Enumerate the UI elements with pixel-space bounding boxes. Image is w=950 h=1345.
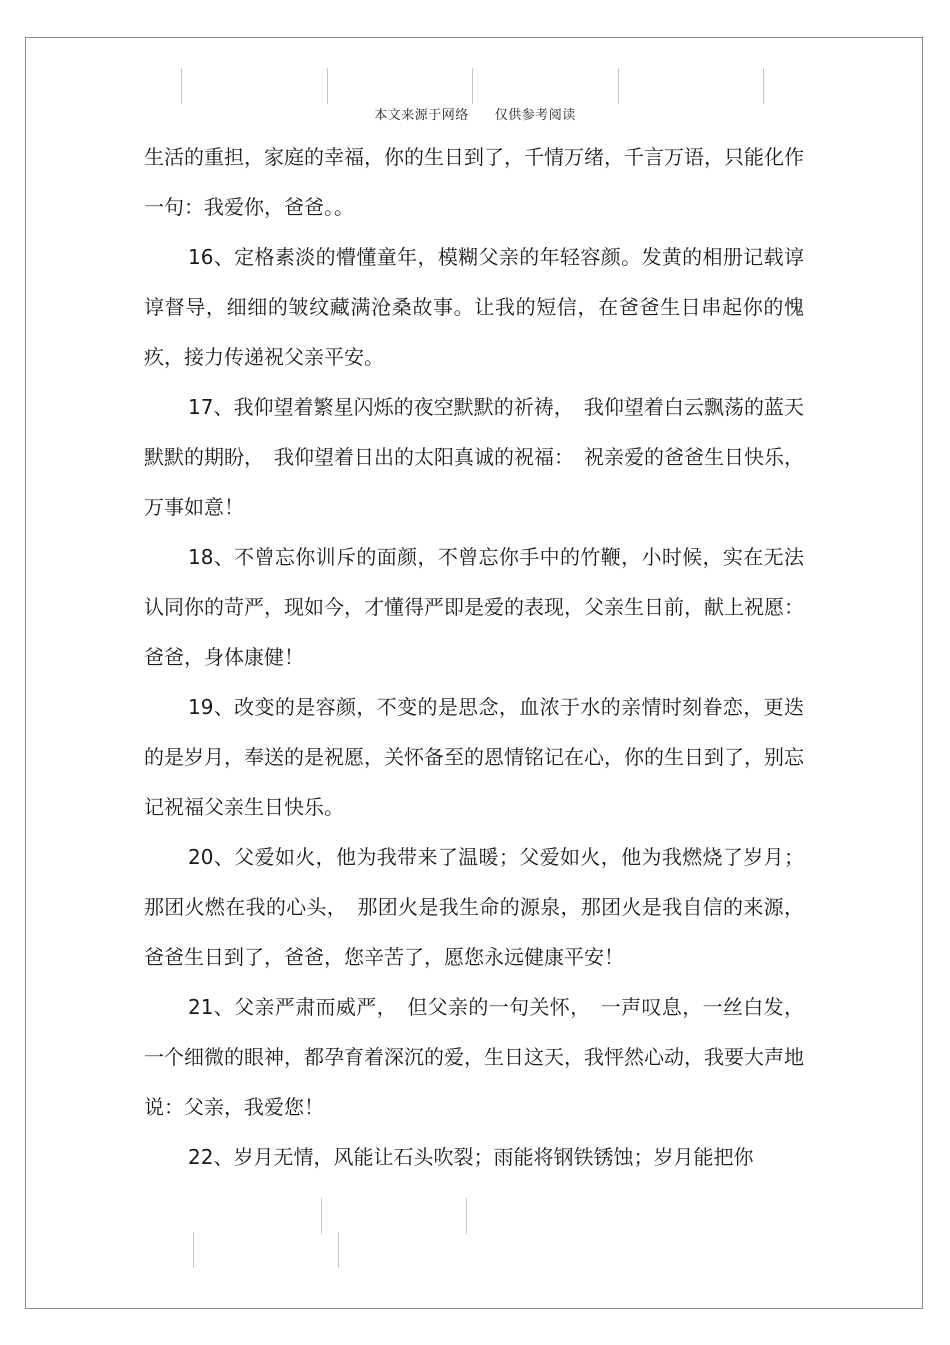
document-body — [144, 132, 804, 1182]
paragraph: 20、父爱如火，他为我带来了温暖；父爱如火，他为我燃烧了岁月；那团火燃在我的心头， 那团火是我生命的源泉，那团火是我自信的来源，爸爸生日到了，爸爸，您辛苦了，愿您永远健康平安！ — [144, 845, 804, 969]
reference-note: 仅供参考阅读 — [494, 108, 576, 123]
source-note: 本文来源于网络 — [374, 108, 469, 123]
top-rule-2 — [327, 68, 328, 104]
paragraph: 19、改变的是容颜，不变的是思念，血浓于水的亲情时刻眷恋，更迭的是岁月，奉送的是祝愿，关怀备至的恩情铭记在心，你的生日到了，别忘记祝福父亲生日快乐。 — [144, 695, 804, 819]
header-note — [0, 104, 950, 123]
top-rule-5 — [763, 68, 764, 104]
paragraph: 22、岁月无情，风能让石头吹裂；雨能将钢铁锈蚀；岁月能把你 — [188, 1145, 754, 1169]
top-rule-1 — [181, 68, 182, 104]
paragraph: 16、定格素淡的懵懂童年，模糊父亲的年轻容颜。发黄的相册记载谆谆督导，细细的皱纹藏满沧桑故事。让我的短信，在爸爸生日串起你的愧疚，接力传递祝父亲平安。 — [144, 245, 804, 369]
bottom-rule-3 — [338, 1232, 339, 1268]
paragraph: 21、父亲严肃而威严， 但父亲的一句关怀， 一声叹息，一丝白发，一个细微的眼神，都孕育着深沉的爱，生日这天，我怦然心动，我要大声地说：父亲，我爱您！ — [144, 995, 804, 1119]
bottom-rule-2 — [321, 1198, 322, 1234]
top-rule-4 — [618, 68, 619, 104]
paragraph: 18、不曾忘你训斥的面颜，不曾忘你手中的竹鞭，小时候，实在无法认同你的苛严，现如今，才懂得严即是爱的表现，父亲生日前，献上祝愿：爸爸，身体康健！ — [144, 545, 804, 669]
top-rule-3 — [472, 68, 473, 104]
bottom-rule-1 — [193, 1232, 194, 1268]
paragraph: 生活的重担，家庭的幸福，你的生日到了，千情万绪，千言万语，只能化作一句：我爱你，爸爸。。 — [144, 145, 804, 219]
paragraph: 17、我仰望着繁星闪烁的夜空默默的祈祷， 我仰望着白云飘荡的蓝天默默的期盼， 我仰望着日出的太阳真诚的祝福： 祝亲爱的爸爸生日快乐，万事如意！ — [144, 395, 804, 519]
bottom-rule-4 — [466, 1198, 467, 1234]
